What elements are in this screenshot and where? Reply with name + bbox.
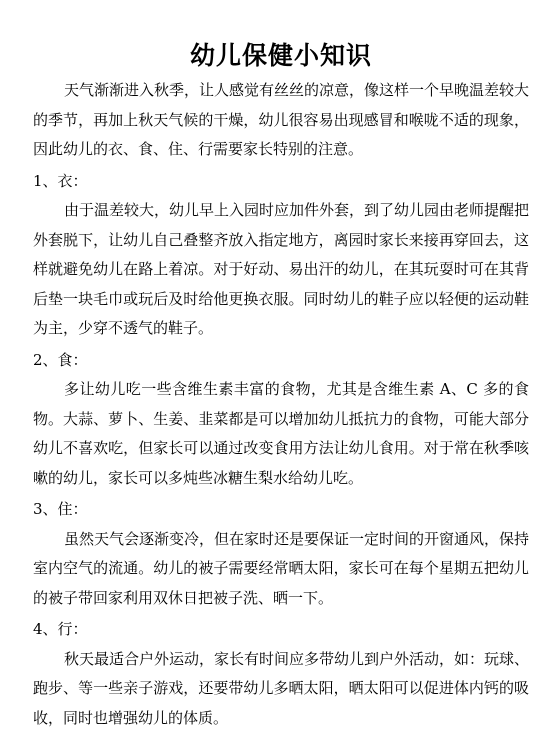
section-travel: [33, 615, 529, 733]
document-page: [33, 40, 529, 733]
intro-paragraph: 天气渐渐进入秋季，让人感觉有丝丝的凉意，像这样一个早晚温差较大的季节，再加上秋天气候的干燥，幼儿很容易出现感冒和喉咙不适的现象，因此幼儿的衣、食、住、行需要家长特别的注意。: [33, 81, 530, 158]
document-title: 幼儿保健小知识: [189, 41, 372, 70]
section-heading-housing: 3、住：: [33, 500, 88, 518]
section-clothing: [33, 167, 529, 344]
section-body-food: 多让幼儿吃一些含维生素丰富的食物，尤其是含维生素 A、C 多的食物。大蒜、萝卜、生姜、韭菜都是可以增加幼儿抵抗力的食物，可能大部分幼儿不喜欢吃，但家长可以通过改变食用方法让幼儿食用。对于常在秋季咳嗽的幼儿，家长可以多炖些冰糖生梨水给幼儿吃。: [33, 380, 529, 487]
section-body-travel: 秋天最适合户外运动，家长有时间应多带幼儿到户外活动，如：玩球、跑步、等一些亲子游戏，还要带幼儿多晒太阳，晒太阳可以促进体内钙的吸收，同时也增强幼儿的体质。: [33, 649, 530, 727]
section-food: [33, 346, 529, 494]
section-body-clothing: 由于温差较大，幼儿早上入园时应加件外套，到了幼儿园由老师提醒把外套脱下，让幼儿自己叠整齐放入指定地方，离园时家长来接再穿回去，这样就避免幼儿在路上着凉。对于好动、易出汗的幼儿，在其玩耍时可在其背后垫一块毛巾或玩后及时给他更换衣服。同时幼儿的鞋子应以轻便的运动鞋为主，少穿不透气的鞋子。: [33, 201, 530, 337]
section-housing: [33, 495, 529, 613]
section-heading-clothing: 1、衣：: [33, 171, 88, 190]
section-body-housing: 虽然天气会逐渐变冷，但在家时还是要保证一定时间的开窗通风，保持室内空气的流通。幼儿的被子需要经常晒太阳，家长可在每个星期五把幼儿的被子带回家利用双休日把被子洗、晒一下。: [33, 529, 530, 607]
section-heading-food: 2、食：: [33, 350, 88, 369]
section-heading-travel: 4、行：: [33, 620, 88, 638]
